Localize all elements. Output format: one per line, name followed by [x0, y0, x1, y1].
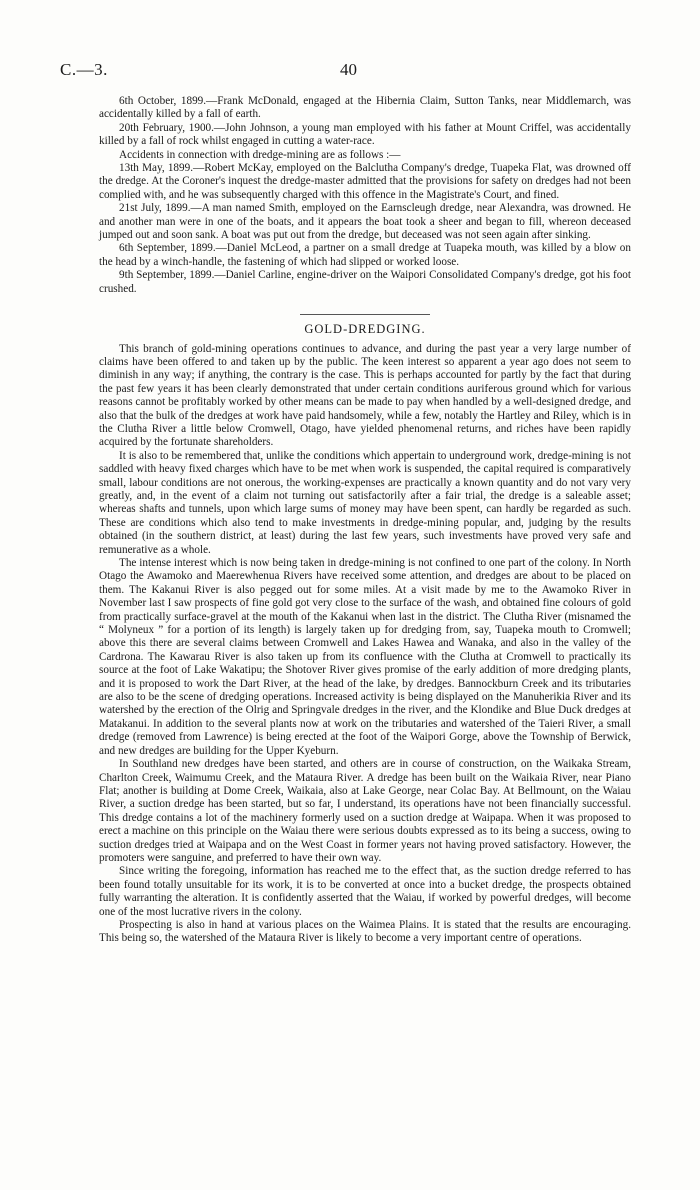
- section-paragraph: This branch of gold-mining operations continues to advance, and during the past year a very large number of claims have been offered to and taken up by the public. The keen interest so apparent a year ago does not seem to diminish in any way; if anything, the contrary is the case. This is perhaps accounted for partly by the fact that during the past few years it has been clearly demonstrated that under certain conditions auriferous ground which for various reasons cannot be profitably worked by other means can be made to pay when handled by a well-designed dredge, and also that the bulk of the dredges at work have paid handsomely, while a few, notably the Hartley and Riley, which is in the Clutha River a little below Cromwell, Otago, have yielded phenomenal returns, and riches have been rapidly acquired by the fortunate shareholders.: [99, 342, 631, 449]
- accident-entry: 20th February, 1900.—John Johnson, a young man employed with his father at Mount Criffel, was accidentally killed by a fall of rock whilst engaged in cutting a water-race.: [99, 121, 631, 148]
- page-number: 40: [340, 60, 357, 79]
- section-paragraph: Since writing the foregoing, information has reached me to the effect that, as the suction dredge referred to has been found totally unsuitable for its work, it is to be converted at once into a bucket dredge, the prospects obtained fully warranting the alteration. It is confidently asserted that the Waiau, if worked by powerful dredges, will become one of the most lucrative rivers in the colony.: [99, 865, 631, 918]
- section-divider: [300, 314, 430, 315]
- document-body: [99, 95, 631, 946]
- section-paragraph: Prospecting is also in hand at various places on the Waimea Plains. It is stated that the results are encouraging. This being so, the watershed of the Mataura River is likely to become a very important centre of operations.: [99, 918, 631, 945]
- accidents-dredge-intro: Accidents in connection with dredge-mining are as follows :—: [119, 148, 401, 161]
- accident-entry: 9th September, 1899.—Daniel Carline, engine-driver on the Waipori Consolidated Company's dredge, got his foot crushed.: [99, 269, 631, 295]
- accident-entry: 6th October, 1899.—Frank McDonald, engaged at the Hibernia Claim, Sutton Tanks, near Middlemarch, was accidentally killed by a fall of earth.: [99, 95, 631, 121]
- section-paragraph: It is also to be remembered that, unlike the conditions which appertain to underground work, dredge-mining is not saddled with heavy fixed charges which have to be met when work is suspended, the capital required is comparatively small, labour conditions are not onerous, the working-expenses are practically a known quantity and do not vary very greatly, and, in the event of a claim not turning out satisfactorily after a fair trial, the dredge is a saleable asset; whereas shafts and tunnels, upon which large sums of money may have been spent, can hardly be regarded as such. These are conditions which also tend to make investments in dredge-mining popular, and, judging by the results obtained (in the southern district, at least) during the last few years, such investments have proved very safe and remunerative as a whole.: [99, 449, 631, 556]
- accident-entry: 21st July, 1899.—A man named Smith, employed on the Earnscleugh dredge, near Alexandra, was drowned. He and another man were in one of the boats, and it appears the boat took a sheer and began to fill, whereon deceased jumped out and soon sank. A boat was put out from the dredge, but deceased was not seen again after sinking.: [99, 202, 631, 242]
- report-reference: C.—3.: [60, 60, 108, 79]
- section-paragraph: The intense interest which is now being taken in dredge-mining is not confined to one part of the colony. In North Otago the Awamoko and Maerewhenua Rivers have received some attention, and dredges are about to be placed on them. The Kakanui River is also pegged out for some miles. At a visit made by me to the Awamoko River in November last I saw prospects of fine gold got very close to the surface of the wash, and obtained fine colours of gold from practically surface-gravel at the mouth of the Kakanui when last in the district. The Clutha River (misnamed the “ Molyneux ” for a portion of its length) is largely taken up for dredging from, say, Tuapeka mouth to Cromwell; above this there are several claims between Cromwell and Lakes Hawea and Wanaka, and also in the valley of the Cardrona. The Kawarau River is also taken up from its confluence with the Clutha at Cromwell to practically its source at the foot of Lake Wakatipu; the Shotover River gives promise of the early addition of more dredging plants, and it is proposed to work the Dart River, at the head of the lake, by dredges. Bannockburn Creek and its tributaries are also to be the scene of dredging operations. Increased activity is being displayed on the Manuherikia River and its watershed by the erection of the Olrig and Springvale dredges in the river, and the Klondike and Blue Duck dredges at Matakanui. In addition to the several plants now at work on the tributaries and watershed of the Taieri River, a small dredge (removed from Lawrence) is being erected at the foot of the Waipori Gorge, above the Township of Berwick, and new dredges are building for the Upper Kyeburn.: [99, 557, 631, 757]
- section-heading: GOLD-DREDGING.: [304, 322, 426, 337]
- page-header: [60, 60, 660, 84]
- accident-entry: 6th September, 1899.—Daniel McLeod, a partner on a small dredge at Tuapeka mouth, was killed by a blow on the head by a winch-handle, the fastening of which had slipped or worked loose.: [99, 242, 631, 268]
- section-paragraph: In Southland new dredges have been started, and others are in course of construction, on the Waikaka Stream, Charlton Creek, Waimumu Creek, and the Mataura River. A dredge has been built on the Waikaia River, near Piano Flat; another is building at Dome Creek, Waikaia, also at Lake George, near Colac Bay. At Bellmount, on the Waiau River, a suction dredge has been started, but so far, I understand, its operations have not been financially successful. This dredge contains a lot of the machinery formerly used on a suction dredge at Waipapa. When it was proposed to erect a machine on this principle on the Waiau there were serious doubts expressed as to its being a success, owing to suction dredges tried at Waipapa and on the West Coast in former years not having proved satisfactory. However, the promoters were sanguine, and preferred to have their own way.: [99, 758, 631, 864]
- accident-entry: 13th May, 1899.—Robert McKay, employed on the Balclutha Company's dredge, Tuapeka Flat, was drowned off the dredge. At the Coroner's inquest the dredge-master admitted that the provisions for safety on dredges had not been complied with, and he was subsequently charged with this offence in the Magistrate's Court, and fined.: [99, 162, 631, 201]
